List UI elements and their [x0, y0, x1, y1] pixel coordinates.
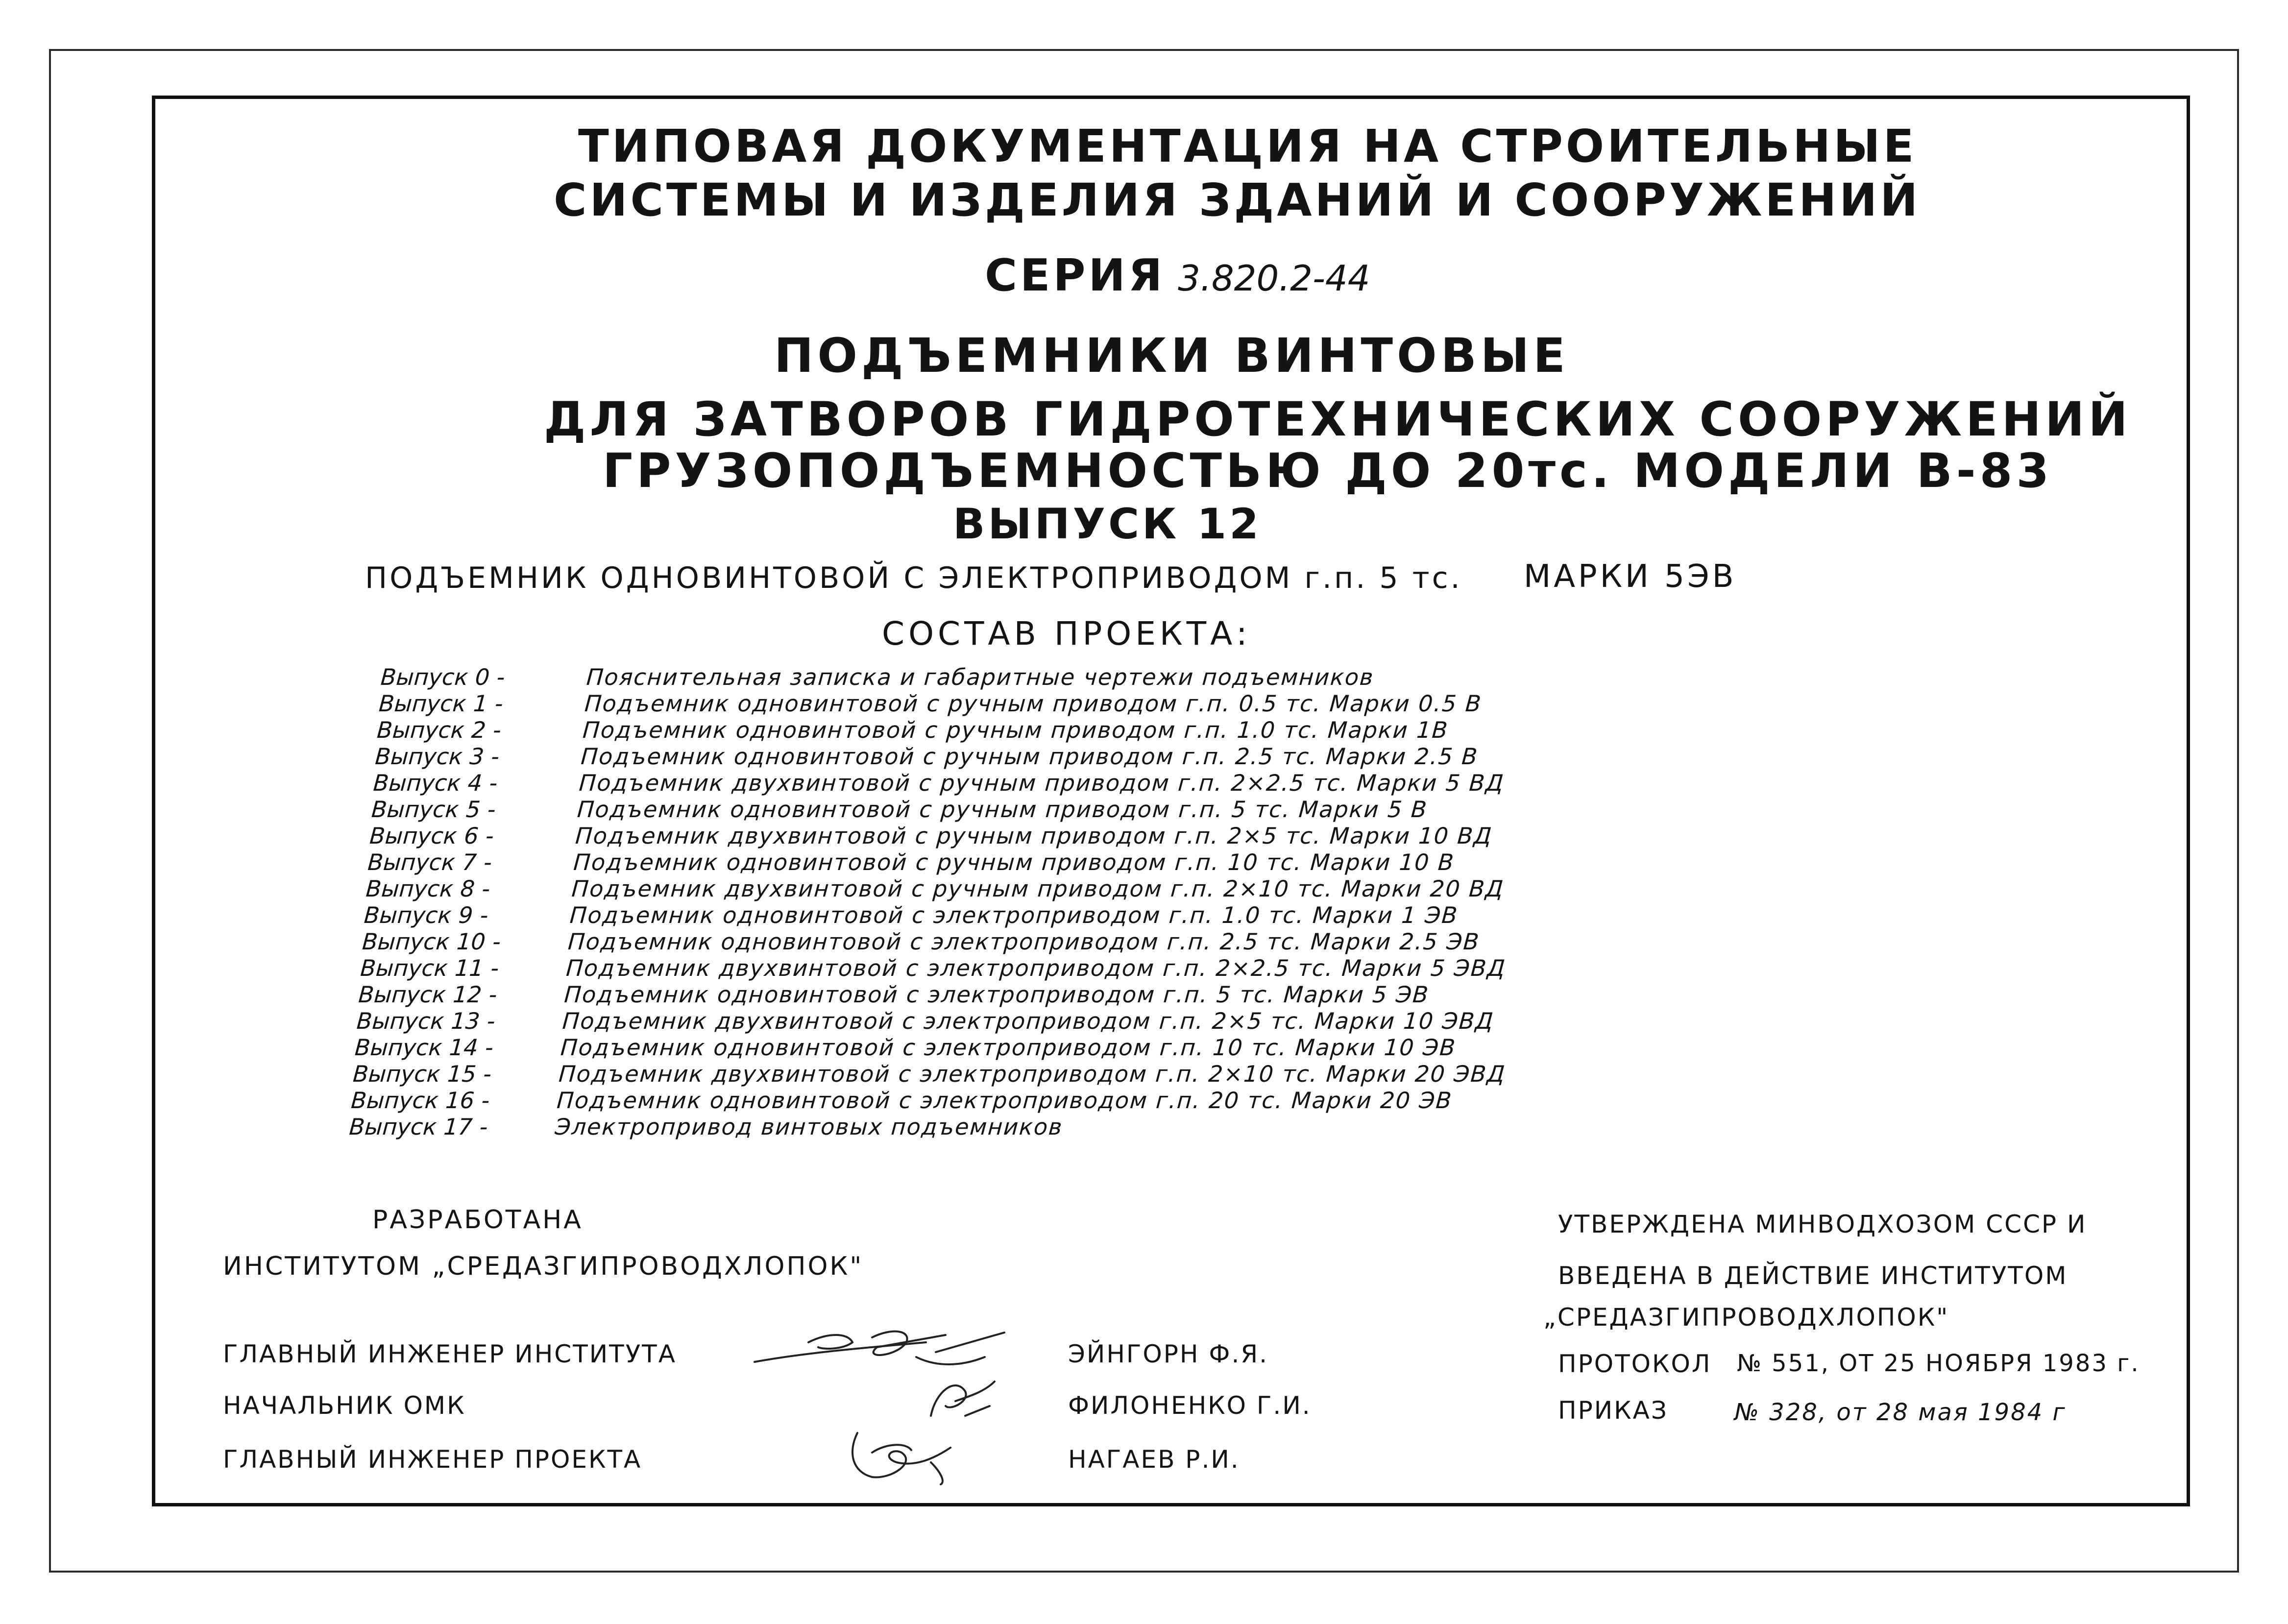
list-item — [350, 1087, 1896, 1114]
series — [985, 250, 1370, 301]
signature-project-engineer — [843, 1423, 960, 1487]
list-item — [370, 796, 1916, 823]
list-item — [380, 664, 1925, 690]
issue-desc: Пояснительная записка и габаритные чертежи подъемников — [585, 664, 1375, 690]
issue-no: Выпуск 7 - — [366, 849, 493, 875]
issue-desc: Подъемник двухвинтовой с ручным приводом г.п. 2×5 тс. Марки 10 ВД — [574, 823, 1493, 849]
issue-no: Выпуск 6 - — [368, 823, 495, 849]
signature-chief-engineer — [750, 1323, 1024, 1377]
list-item — [374, 743, 1920, 770]
issue-no: Выпуск 11 - — [359, 955, 500, 981]
issue-no: Выпуск 17 - — [348, 1114, 489, 1140]
signature-head-omk — [921, 1372, 999, 1426]
protocol-label: ПРОТОКОЛ — [1558, 1350, 1712, 1378]
list-item — [378, 690, 1923, 717]
issue-no: Выпуск 3 - — [374, 743, 501, 770]
issue-desc: Подъемник двухвинтовой с электроприводом г.п. 2×10 тс. Марки 20 ЭВД — [558, 1061, 1507, 1087]
signatory-name: НАГАЕВ Р.И. — [1068, 1445, 1240, 1474]
issue-desc: Подъемник одновинтовой с электроприводом г.п. 1.0 тс. Марки 1 ЭВ — [569, 902, 1460, 928]
issue-no: Выпуск 8 - — [365, 875, 491, 902]
issue-no: Выпуск 10 - — [361, 928, 502, 955]
title-line-3: ГРУЗОПОДЪЕМНОСТЬЮ ДО 20тс. МОДЕЛИ В-83 — [603, 443, 2053, 498]
issue-desc: Подъемник двухвинтовой с электроприводом г.п. 2×5 тс. Марки 10 ЭВД — [561, 1008, 1495, 1034]
issue-desc: Подъемник одновинтовой с электроприводом г.п. 5 тс. Марки 5 ЭВ — [563, 981, 1430, 1008]
issue-no: Выпуск 9 - — [363, 902, 489, 928]
issue-no: Выпуск 16 - — [350, 1087, 491, 1114]
issue-no: Выпуск 15 - — [352, 1061, 492, 1087]
list-item — [354, 1034, 1899, 1061]
issue-no: Выпуск 12 - — [357, 981, 498, 1008]
list-item — [365, 875, 1910, 902]
list-item — [376, 717, 1922, 743]
approval-line-1: УТВЕРЖДЕНА МИНВОДХОЗОМ СССР И — [1558, 1210, 2087, 1238]
list-item — [367, 849, 1912, 875]
header-line-1: ТИПОВАЯ ДОКУМЕНТАЦИЯ НА СТРОИТЕЛЬНЫЕ — [578, 120, 1917, 172]
order-label: ПРИКАЗ — [1558, 1396, 1668, 1425]
issue-no: Выпуск 4 - — [372, 770, 499, 796]
product-description: ПОДЪЕМНИК ОДНОВИНТОВОЙ С ЭЛЕКТРОПРИВОДОМ г.п. 5 тс. — [365, 561, 1462, 595]
issue-desc: Подъемник двухвинтовой с электроприводом г.п. 2×2.5 тс. Марки 5 ЭВД — [565, 955, 1507, 981]
issue-no: Выпуск 2 - — [376, 717, 502, 743]
issue-desc: Подъемник одновинтовой с ручным приводом г.п. 2.5 тс. Марки 2.5 В — [580, 743, 1479, 770]
title-line-2: ДЛЯ ЗАТВОРОВ ГИДРОТЕХНИЧЕСКИХ СООРУЖЕНИЙ — [544, 392, 2132, 447]
signatory-role: ГЛАВНЫЙ ИНЖЕНЕР ИНСТИТУТА — [223, 1340, 677, 1368]
composition-list — [348, 664, 1925, 1140]
issue-desc: Подъемник одновинтовой с электроприводом г.п. 20 тс. Марки 20 ЭВ — [556, 1087, 1454, 1114]
issue-desc: Подъемник одновинтовой с электроприводом г.п. 2.5 тс. Марки 2.5 ЭВ — [567, 928, 1481, 955]
issue-no: Выпуск 14 - — [354, 1034, 494, 1061]
issue-desc: Подъемник одновинтовой с ручным приводом г.п. 1.0 тс. Марки 1В — [582, 717, 1450, 743]
issue-desc: Электропривод винтовых подъемников — [554, 1114, 1064, 1140]
issue-desc: Подъемник одновинтовой с электроприводом г.п. 10 тс. Марки 10 ЭВ — [560, 1034, 1457, 1061]
issue-desc: Подъемник одновинтовой с ручным приводом г.п. 5 тс. Марки 5 В — [576, 796, 1429, 823]
issue-number: ВЫПУСК 12 — [953, 500, 1262, 549]
list-item — [372, 770, 1918, 796]
composition-title: СОСТАВ ПРОЕКТА: — [882, 615, 1251, 653]
issue-desc: Подъемник одновинтовой с ручным приводом г.п. 10 тс. Марки 10 В — [572, 849, 1456, 875]
list-item — [358, 981, 1903, 1008]
issue-no: Выпуск 1 - — [378, 690, 504, 717]
product-mark: МАРКИ 5ЭВ — [1524, 558, 1737, 595]
series-number: 3.820.2-44 — [1178, 258, 1370, 299]
list-item — [356, 1008, 1901, 1034]
signatory-role: ГЛАВНЫЙ ИНЖЕНЕР ПРОЕКТА — [223, 1445, 642, 1474]
signatory-role: НАЧАЛЬНИК ОМК — [223, 1391, 466, 1420]
list-item — [361, 928, 1906, 955]
developed-label: РАЗРАБОТАНА — [372, 1205, 583, 1235]
signatory-name: ЭЙНГОРН Ф.Я. — [1068, 1340, 1268, 1368]
issue-no: Выпуск 13 - — [356, 1008, 496, 1034]
list-item — [369, 823, 1914, 849]
issue-desc: Подъемник двухвинтовой с ручным приводом г.п. 2×10 тс. Марки 20 ВД — [571, 875, 1505, 902]
approval-line-3: „СРЕДАЗГИПРОВОДХЛОПОК" — [1543, 1303, 1949, 1332]
list-item — [352, 1061, 1898, 1087]
series-label: СЕРИЯ — [985, 250, 1166, 301]
list-item — [363, 902, 1908, 928]
issue-no: Выпуск 0 - — [380, 664, 506, 690]
order-value: № 328, от 28 мая 1984 г — [1734, 1399, 2067, 1426]
list-item — [348, 1114, 1894, 1140]
protocol-value: № 551, ОТ 25 НОЯБРЯ 1983 г. — [1737, 1350, 2140, 1377]
developed-by: ИНСТИТУТОМ „СРЕДАЗГИПРОВОДХЛОПОК" — [223, 1252, 864, 1281]
issue-desc: Подъемник одновинтовой с ручным приводом г.п. 0.5 тс. Марки 0.5 В — [584, 690, 1483, 717]
issue-desc: Подъемник двухвинтовой с ручным приводом г.п. 2×2.5 тс. Марки 5 ВД — [578, 770, 1506, 796]
issue-no: Выпуск 5 - — [370, 796, 497, 823]
title-line-1: ПОДЪЕМНИКИ ВИНТОВЫЕ — [774, 328, 1569, 383]
approval-line-2: ВВЕДЕНА В ДЕЙСТВИЕ ИНСТИТУТОМ — [1558, 1261, 2068, 1290]
signatory-name: ФИЛОНЕНКО Г.И. — [1068, 1391, 1312, 1420]
list-item — [360, 955, 1905, 981]
header-line-2: СИСТЕМЫ И ИЗДЕЛИЯ ЗДАНИЙ И СООРУЖЕНИЙ — [554, 174, 1921, 226]
